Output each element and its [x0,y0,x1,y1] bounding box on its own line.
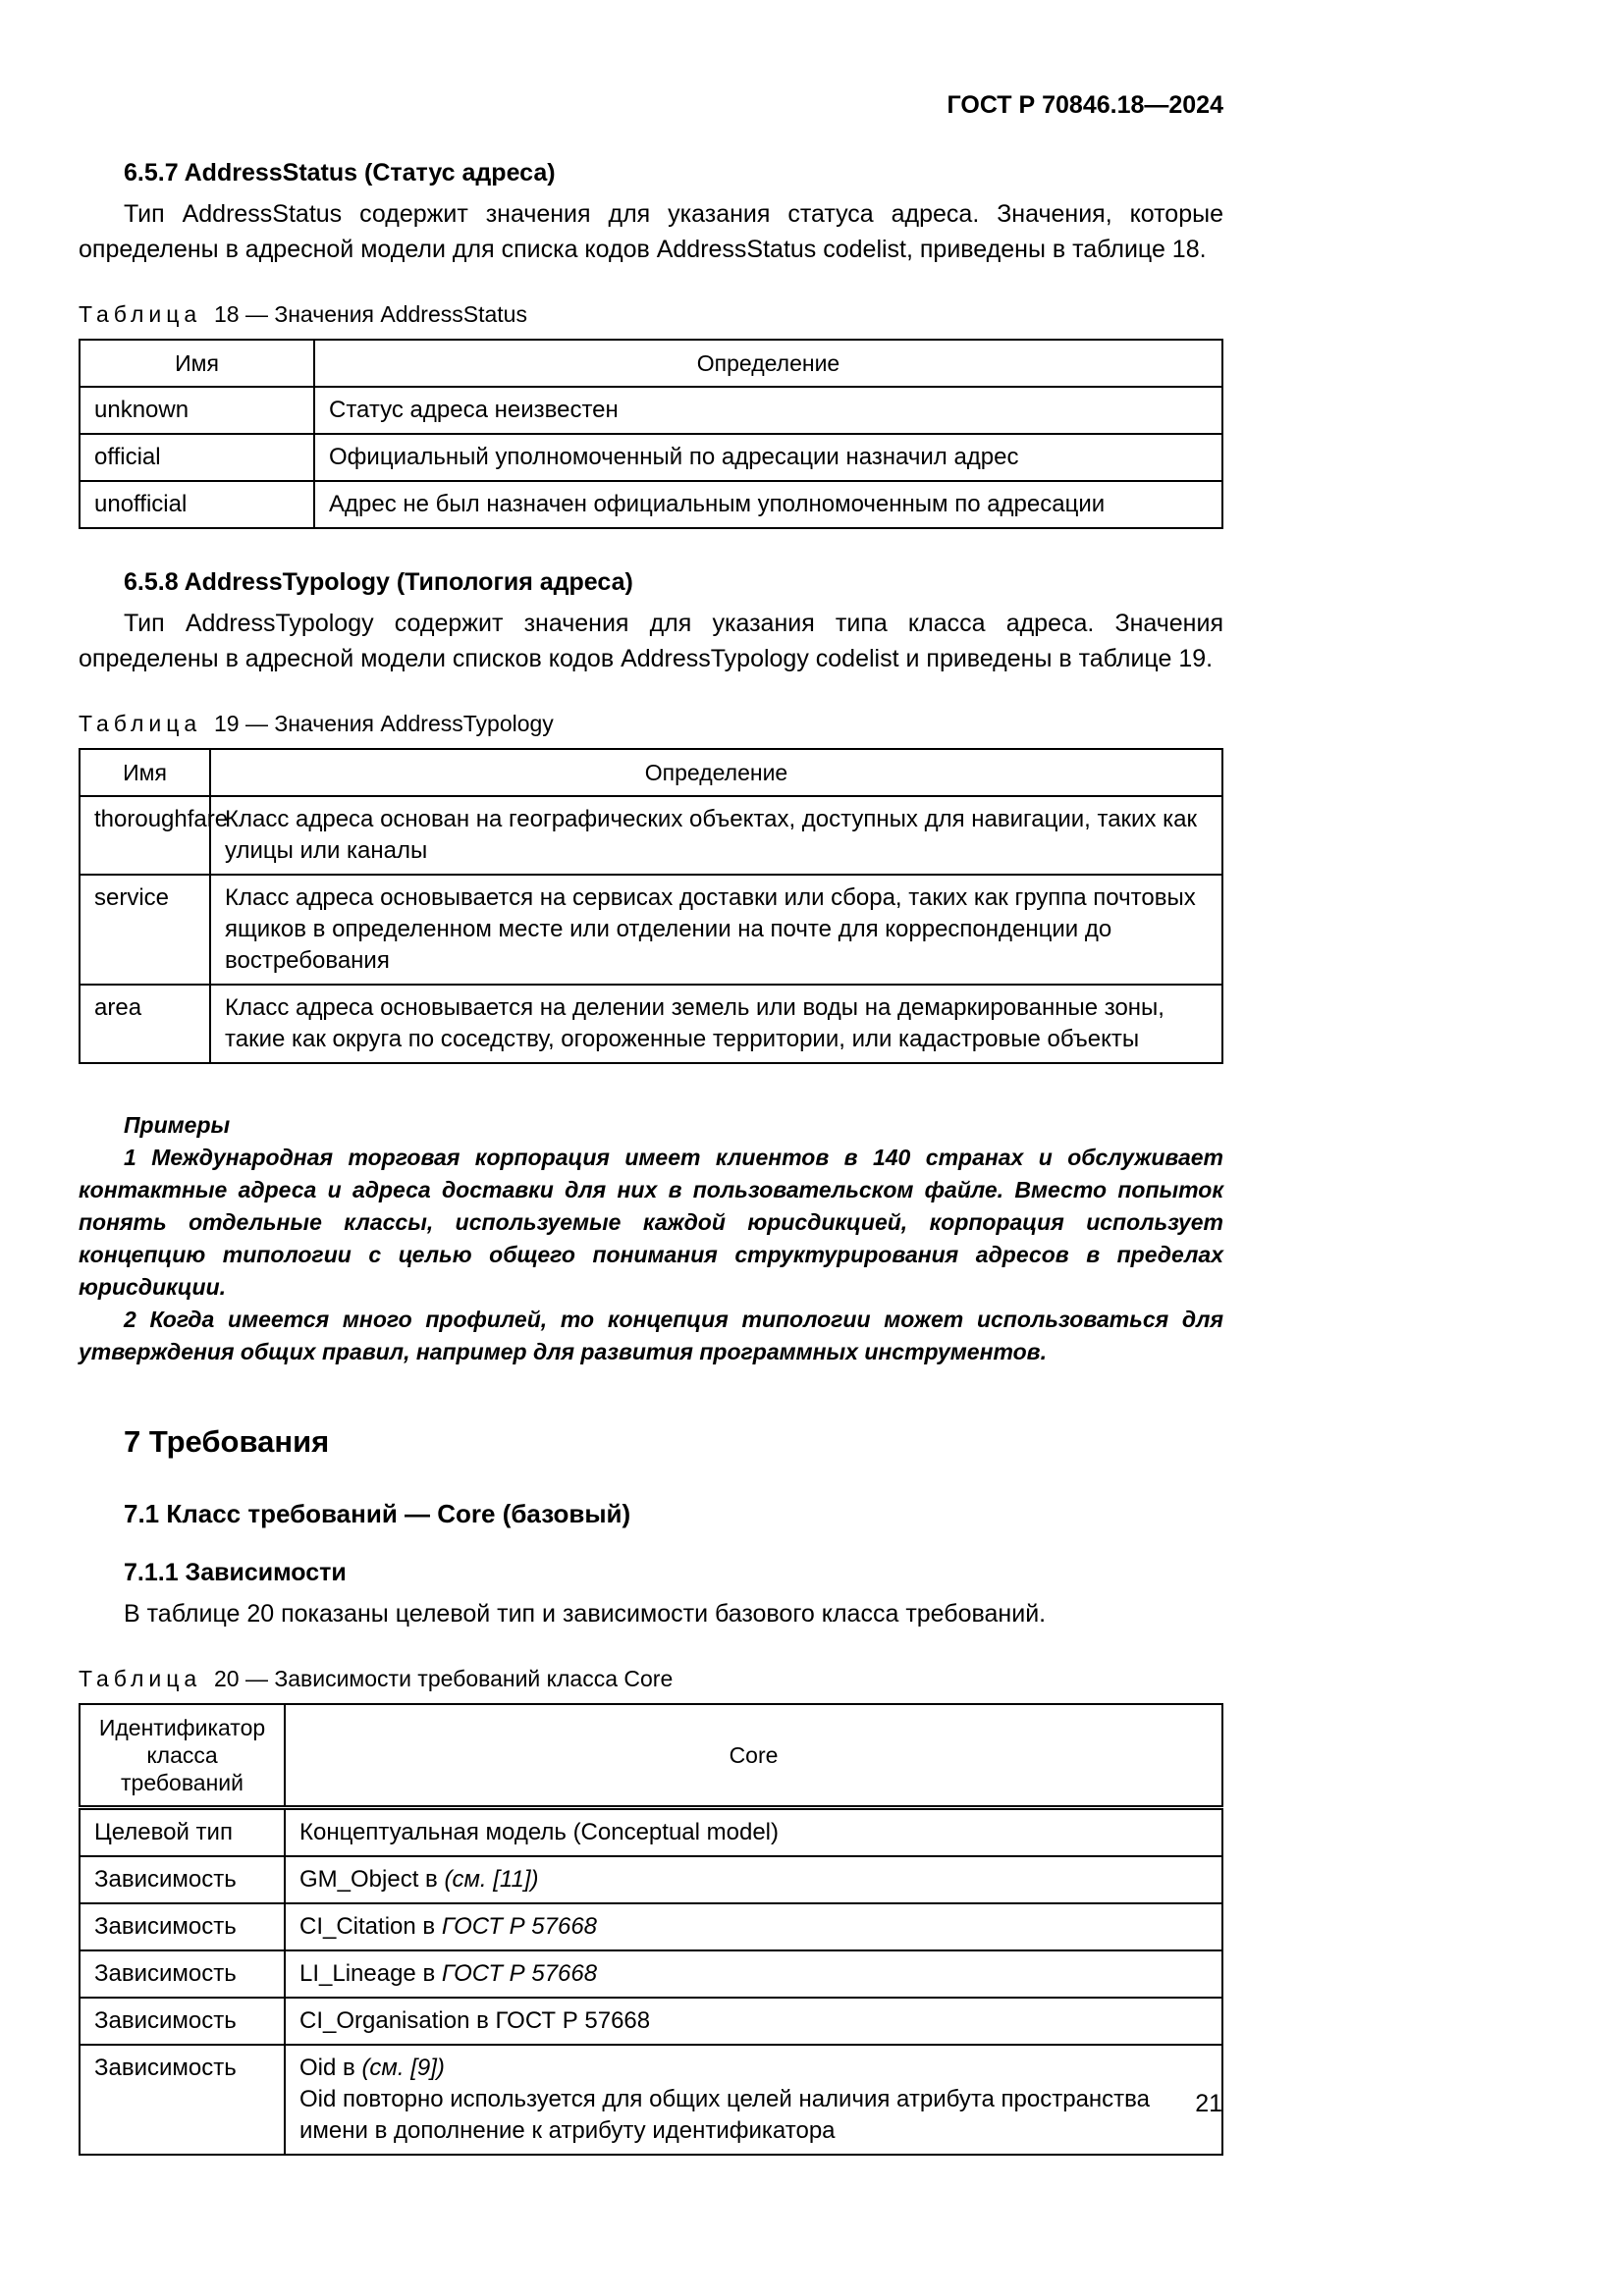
table19-caption-word: Таблица [79,711,202,736]
table20-caption-word: Таблица [79,1666,202,1691]
table-header-row [80,340,1222,387]
cell-label: Зависимость [80,1950,285,1998]
cell-text: Oid в [299,2055,362,2081]
cell-definition: Официальный уполномоченный по адресации назначил адрес [314,434,1222,481]
cell-value [285,1856,1222,1903]
table19-header-definition: Определение [210,749,1222,796]
cell-value [285,1950,1222,1998]
cell-text: CI_Organisation в ГОСТ Р 57668 [299,2007,651,2034]
table20-caption [79,1665,1223,1692]
cell-name: service [80,875,210,985]
heading-7: 7 Требования [124,1424,330,1459]
table19-header-name: Имя [80,749,210,796]
cell-label: Зависимость [80,2045,285,2155]
cell-label: Зависимость [80,1856,285,1903]
cell-name: unofficial [80,481,314,528]
table18-header-definition: Определение [314,340,1222,387]
cell-value [285,1998,1222,2045]
table-row [80,1998,1222,2045]
cell-text: LI_Lineage в [299,1960,442,1987]
cell-reference: (см. [9]) [361,2055,445,2081]
cell-label: Зависимость [80,1903,285,1950]
examples-heading: Примеры [124,1112,231,1138]
paragraph-6-5-7: Тип AddressStatus содержит значения для указания статуса адреса. Значения, которые определены в адресной модели для списка кодов AddressStatus codelist, приведены в таблице 18. [79,200,1223,263]
heading-7-1: 7.1 Класс требований — Core (базовый) [124,1499,631,1528]
page-content [79,0,1223,2156]
table20-header-identifier: Идентификатор класса требований [80,1704,285,1808]
table-row [80,1903,1222,1950]
table18-header-name: Имя [80,340,314,387]
example-item-1: 1 Международная торговая корпорация имеет клиентов в 140 странах и обслуживает контактные адреса и адреса доставки для них в пользовательском файле. Вместо попыток понять отдельные классы, используемые каждой юрисдикцией, корпорация использует концепцию типологии с целью общего понимания структурирования адресов в пределах юрисдикции. [79,1145,1223,1300]
table-row [80,387,1222,434]
cell-label: Зависимость [80,1998,285,2045]
table18-caption [79,300,1223,328]
cell-text: GM_Object в [299,1866,445,1893]
table-row [80,434,1222,481]
table-row [80,2045,1222,2155]
heading-6-5-8: 6.5.8 AddressTypology (Типология адреса) [124,568,633,596]
cell-definition: Адрес не был назначен официальным уполномоченным по адресации [314,481,1222,528]
example-item-2: 2 Когда имеется много профилей, то концепция типологии может использоваться для утверждения общих правил, например для развития программных инструментов. [79,1307,1223,1364]
cell-reference: ГОСТ Р 57668 [441,1913,598,1940]
heading-6-5-7: 6.5.7 AddressStatus (Статус адреса) [124,159,556,187]
heading-7-1-1: 7.1.1 Зависимости [124,1559,347,1586]
cell-value [285,1808,1222,1857]
table-row [80,796,1222,875]
cell-definition: Класс адреса основан на географических объектах, доступных для навигации, таких как улицы или каналы [210,796,1222,875]
table-19 [79,748,1223,1064]
cell-name: unknown [80,387,314,434]
paragraph-6-5-8: Тип AddressTypology содержит значения для указания типа класса адреса. Значения определены в адресной модели списков кодов AddressTypology codelist и приведены в таблице 19. [79,610,1223,672]
table18-caption-text: 18 — Значения AddressStatus [213,301,527,327]
table-header-row [80,749,1222,796]
cell-label: Целевой тип [80,1808,285,1857]
table20-header-core: Core [285,1704,1222,1808]
table-row [80,875,1222,985]
cell-name: area [80,985,210,1063]
table-row [80,1856,1222,1903]
cell-value [285,2045,1222,2155]
cell-name: thoroughfare [80,796,210,875]
cell-name: official [80,434,314,481]
examples-block [79,1109,1223,1368]
table-header-row [80,1704,1222,1808]
page-number: 21 [1195,2090,1222,2117]
cell-text: CI_Citation в [299,1913,442,1940]
cell-definition: Класс адреса основывается на делении земель или воды на демаркированные зоны, такие как округа по соседству, огороженные территории, или кадастровые объекты [210,985,1222,1063]
table19-caption-text: 19 — Значения AddressTypology [213,711,554,736]
table18-caption-word: Таблица [79,301,202,327]
table-row [80,1808,1222,1857]
table-row [80,985,1222,1063]
cell-note: Oid повторно используется для общих целей наличия атрибута пространства имени в дополнение к атрибуту идентификатора [299,2086,1151,2144]
table-18 [79,339,1223,529]
cell-value [285,1903,1222,1950]
cell-reference: ГОСТ Р 57668 [441,1960,598,1987]
cell-definition: Статус адреса неизвестен [314,387,1222,434]
cell-definition: Класс адреса основывается на сервисах доставки или сбора, таких как группа почтовых ящиков в определенном месте или отделении на почте для корреспонденции до востребования [210,875,1222,985]
table-row [80,481,1222,528]
table19-caption [79,710,1223,737]
document-header: ГОСТ Р 70846.18—2024 [947,91,1223,119]
table-row [80,1950,1222,1998]
table-20 [79,1703,1223,2156]
cell-reference: (см. [11]) [444,1866,539,1893]
cell-text: Концептуальная модель (Conceptual model) [299,1819,780,1845]
paragraph-7-1-1: В таблице 20 показаны целевой тип и зависимости базового класса требований. [124,1600,1047,1628]
table20-caption-text: 20 — Зависимости требований класса Core [213,1666,674,1691]
